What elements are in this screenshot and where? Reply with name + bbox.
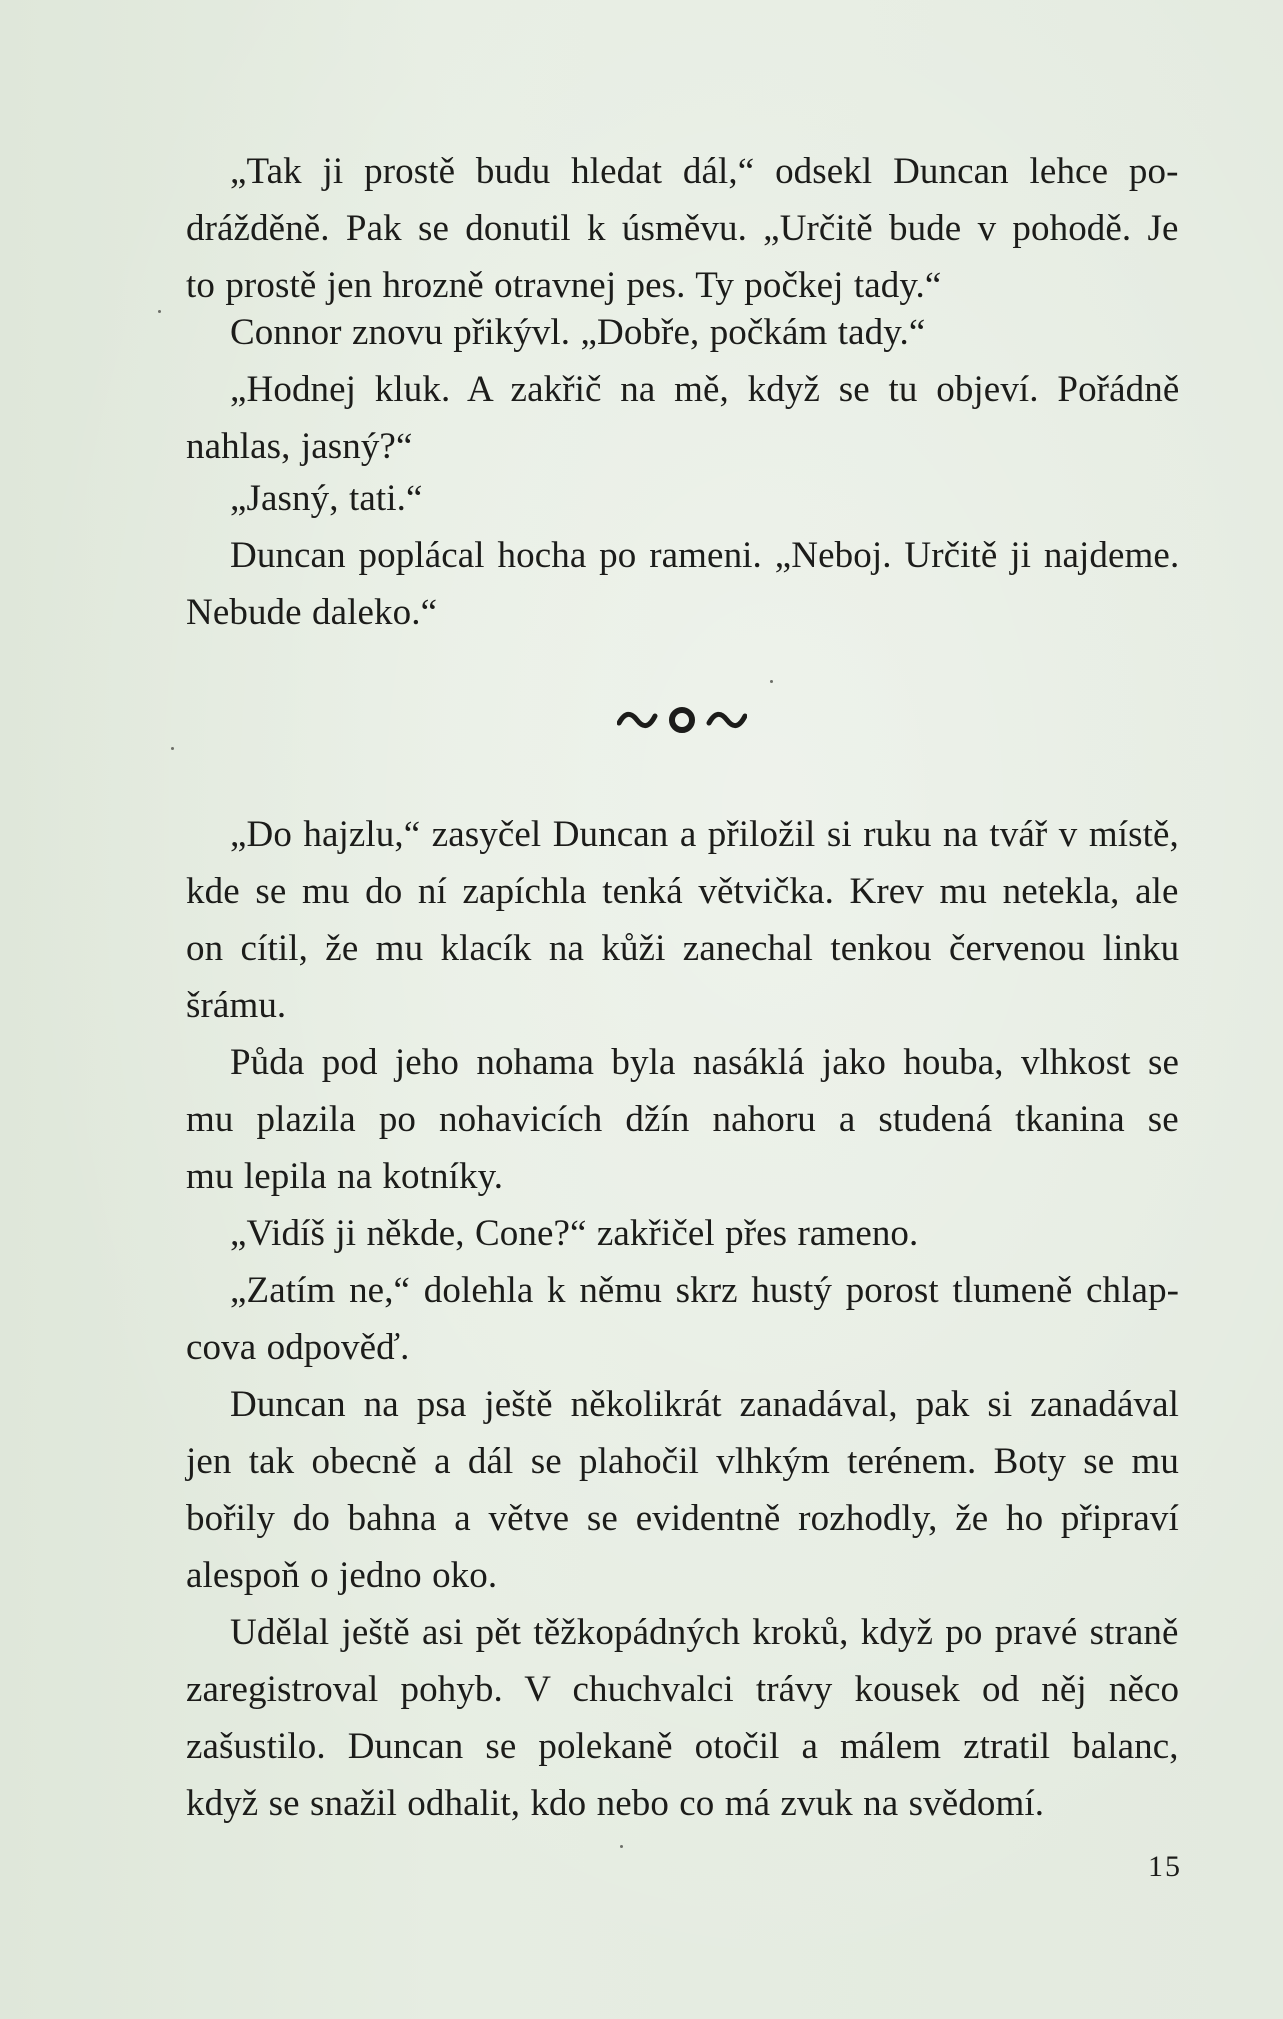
text-line: mu plazila po nohavicích džín nahoru a studená tkanina se: [186, 1099, 1179, 1140]
text-line: Udělal ještě asi pět těžkopádných kroků, když po pravé straně: [230, 1612, 1179, 1653]
text-line: Connor znovu přikývl. „Dobře, počkám tady.“: [230, 312, 926, 353]
paper-speck: [171, 747, 174, 750]
text-line: mu lepila na kotníky.: [186, 1156, 504, 1197]
text-line: „Do hajzlu,“ zasyčel Duncan a přiložil si ruku na tvář v místě,: [230, 814, 1179, 855]
text-line: když se snažil odhalit, kdo nebo co má zvuk na svědomí.: [186, 1783, 1045, 1824]
text-line: „Tak ji prostě budu hledat dál,“ odsekl Duncan lehce po-: [230, 151, 1179, 192]
text-line: „Vidíš ji někde, Cone?“ zakřičel přes rameno.: [230, 1213, 919, 1254]
text-line: Duncan na psa ještě několikrát zanadával, pak si zanadával: [230, 1384, 1180, 1425]
page-number: 15: [1148, 1850, 1182, 1883]
text-line: Půda pod jeho nohama byla nasáklá jako houba, vlhkost se: [230, 1042, 1179, 1083]
text-line: on cítil, že mu klacík na kůži zanechal tenkou červenou linku: [186, 928, 1180, 969]
text-line: zašustilo. Duncan se polekaně otočil a málem ztratil balanc,: [186, 1726, 1179, 1767]
paper-speck: [158, 310, 161, 313]
paragraph-4: [186, 470, 1179, 527]
text-line: zaregistroval pohyb. V chuchvalci trávy kousek od něj něco: [186, 1669, 1180, 1710]
text-line: cova odpověď.: [186, 1327, 410, 1368]
wave-circle-wave-ornament-icon: [617, 700, 747, 740]
paragraph-11: [186, 1604, 1179, 1832]
paragraph-6: [186, 806, 1179, 1034]
paper-speck: [770, 680, 773, 683]
text-line: bořily do bahna a větve se evidentně rozhodly, že ho připraví: [186, 1498, 1179, 1539]
paragraph-5: [186, 527, 1179, 641]
text-line: nahlas, jasný?“: [186, 426, 413, 467]
text-line: jen tak obecně a dál se plahočil vlhkým terénem. Boty se mu: [186, 1441, 1179, 1482]
paragraph-7: [186, 1034, 1179, 1205]
text-line: „Zatím ne,“ dolehla k němu skrz hustý porost tlumeně chlap-: [230, 1270, 1180, 1311]
paragraph-1: [186, 143, 1179, 314]
paragraph-8: [186, 1205, 1179, 1262]
text-line: kde se mu do ní zapíchla tenká větvička. Krev mu netekla, ale: [186, 871, 1179, 912]
text-line: šrámu.: [186, 985, 287, 1026]
paragraph-2: [186, 304, 1179, 361]
paper-speck: [620, 1845, 623, 1848]
paragraph-9: [186, 1262, 1179, 1376]
text-line: „Hodnej kluk. A zakřič na mě, když se tu objeví. Pořádně: [230, 369, 1180, 410]
text-line: drážděně. Pak se donutil k úsměvu. „Určitě bude v pohodě. Je: [186, 208, 1179, 249]
text-line: to prostě jen hrozně otravnej pes. Ty počkej tady.“: [186, 265, 942, 306]
text-line: alespoň o jedno oko.: [186, 1555, 498, 1596]
paragraph-3: [186, 361, 1179, 475]
paragraph-10: [186, 1376, 1179, 1604]
text-line: „Jasný, tati.“: [230, 478, 423, 519]
text-line: Duncan poplácal hocha po rameni. „Neboj. Určitě ji najdeme.: [230, 535, 1180, 576]
text-line: Nebude daleko.“: [186, 592, 438, 633]
